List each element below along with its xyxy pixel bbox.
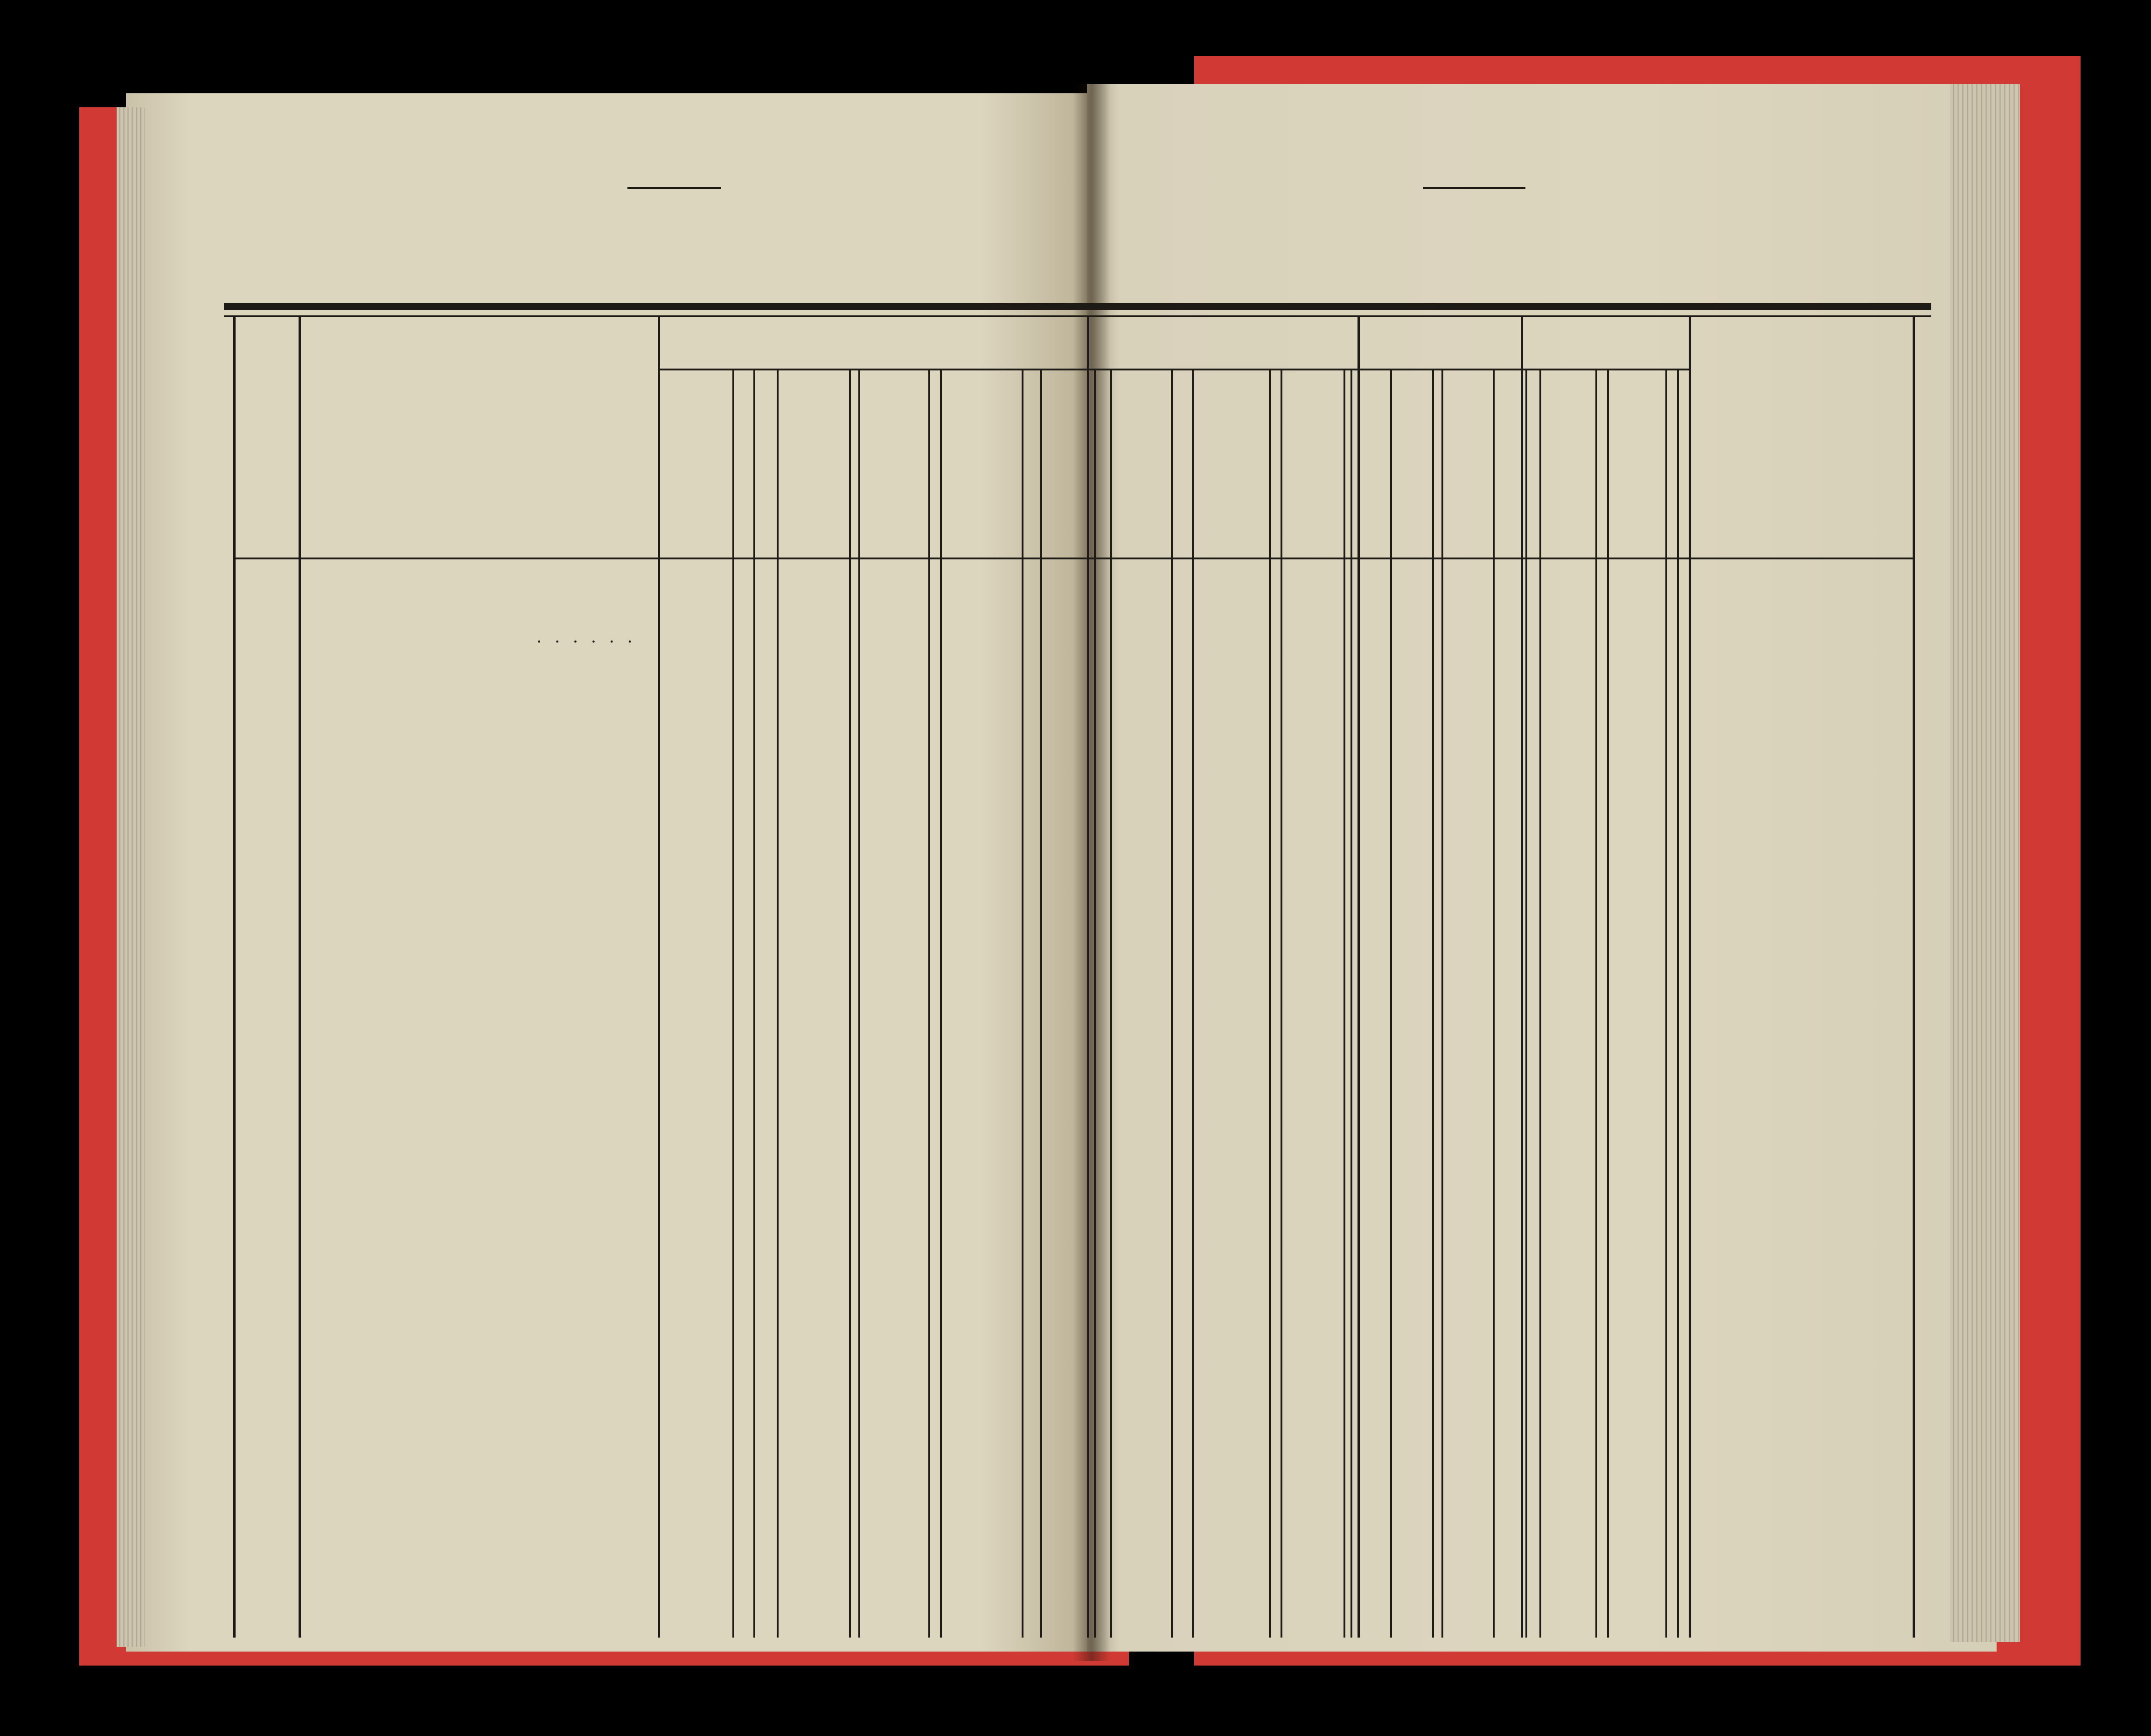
header-bottom-rule (233, 558, 1913, 559)
column-rule (1689, 317, 1691, 1638)
column-rule (1087, 317, 1089, 1638)
header-group-rule (1087, 369, 1689, 370)
left-page-edges (117, 107, 145, 1647)
top-rule-thick (224, 303, 1931, 310)
column-rule (658, 317, 660, 1638)
column-rule (1521, 317, 1523, 1638)
gutter-shadow (1073, 84, 1110, 1661)
left-page (126, 93, 1096, 1652)
column-rule (1357, 317, 1360, 1638)
right-page-edges (1950, 84, 2020, 1642)
row-0-dots: . . . . . . (536, 627, 636, 647)
column-rule (299, 317, 301, 1638)
top-rule-thin (224, 315, 1931, 317)
right-page (1087, 84, 1997, 1652)
page-number-left (627, 184, 721, 189)
column-rule (1913, 317, 1915, 1638)
column-rule (233, 317, 236, 1638)
page-number-right (1423, 184, 1525, 189)
